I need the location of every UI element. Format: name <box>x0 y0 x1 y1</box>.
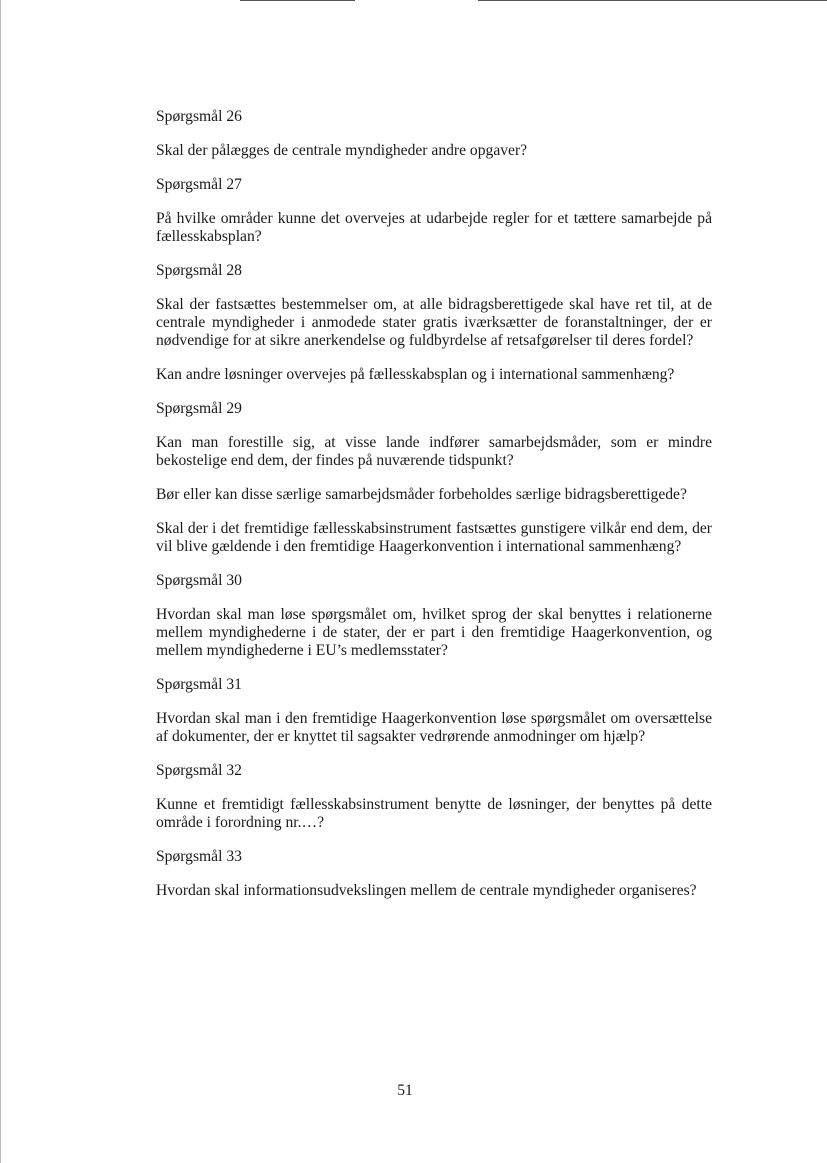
scan-artifact-line <box>478 0 827 1</box>
question-heading: Spørgsmål 28 <box>156 262 242 279</box>
scan-artifact-edge <box>0 0 1 1163</box>
question-paragraph: På hvilke områder kunne det overvejes at udarbejde regler for et tættere samarbejde på fællesskabsplan? <box>156 210 712 245</box>
question-paragraph: Hvordan skal informationsudvekslingen mellem de centrale myndigheder organiseres? <box>156 882 697 899</box>
question-paragraph: Kan andre løsninger overvejes på fællesskabsplan og i international sammenhæng? <box>156 366 675 383</box>
document-body <box>156 108 712 916</box>
question-heading: Spørgsmål 26 <box>156 108 242 125</box>
question-heading: Spørgsmål 31 <box>156 676 242 693</box>
scan-artifact-line <box>240 0 355 1</box>
question-paragraph: Skal der i det fremtidige fællesskabsinstrument fastsættes gunstigere vilkår end dem, der vil blive gældende i den fremtidige Haagerkonvention i international sammenhæng? <box>156 520 712 555</box>
question-heading: Spørgsmål 27 <box>156 176 242 193</box>
question-heading: Spørgsmål 30 <box>156 572 242 589</box>
question-heading: Spørgsmål 33 <box>156 848 242 865</box>
question-paragraph: Skal der pålægges de centrale myndigheder andre opgaver? <box>156 142 528 159</box>
page-number: 51 <box>397 1082 413 1099</box>
question-paragraph: Hvordan skal man i den fremtidige Haagerkonvention løse spørgsmålet om oversættelse af dokumenter, der er knyttet til sagsakter vedrørende anmodninger om hjælp? <box>156 710 712 745</box>
question-paragraph: Skal der fastsættes bestemmelser om, at alle bidragsberettigede skal have ret til, at de centrale myndigheder i anmodede stater gratis iværksætter de foranstaltninger, der er nødvendige for at sikre anerkendelse og fuldbyrdelse af retsafgørelser til deres fordel? <box>156 296 712 349</box>
question-paragraph: Kunne et fremtidigt fællesskabsinstrument benytte de løsninger, der benyttes på dette område i forordning nr.…? <box>156 796 712 831</box>
question-paragraph: Hvordan skal man løse spørgsmålet om, hvilket sprog der skal benyttes i relationerne mellem myndighederne i de stater, der er part i den fremtidige Haagerkonvention, og mellem myndighederne i EU’s medlemsstater? <box>156 606 712 659</box>
question-paragraph: Kan man forestille sig, at visse lande indfører samarbejdsmåder, som er mindre bekostelige end dem, der findes på nuværende tidspunkt? <box>156 434 712 469</box>
question-heading: Spørgsmål 29 <box>156 400 242 417</box>
question-heading: Spørgsmål 32 <box>156 762 242 779</box>
question-paragraph: Bør eller kan disse særlige samarbejdsmåder forbeholdes særlige bidragsberettigede? <box>156 486 687 503</box>
